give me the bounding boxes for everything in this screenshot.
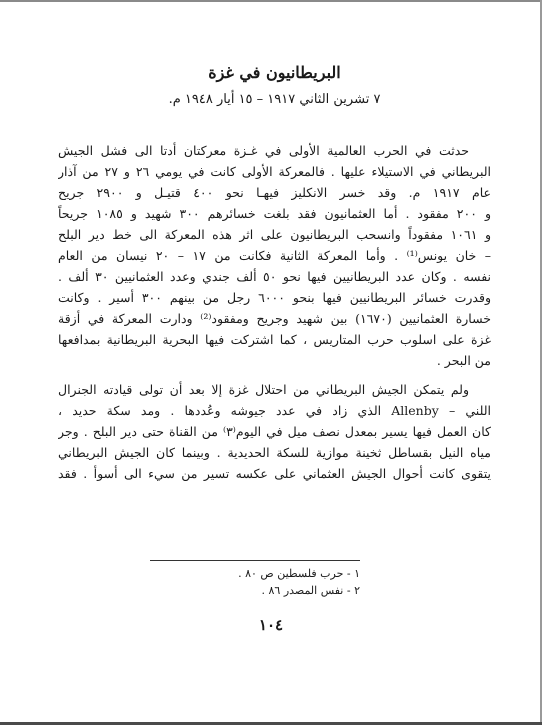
text-line: غزة على اسلوب حرب المتاريس ، كما اشتركت فيها البحرية البريطانية بمدافعها [58,332,491,347]
paragraph-first-battles [58,140,491,371]
text-line: عام ١٩١٧ م. وقد خسر الانكليز فيهـا نحو ٤٠٠ قتيـل و ٢٩٠٠ جريح [58,185,491,200]
text-line: البريطاني في الاستيلاء عليها . فالمعركة الأولى كانت في يومي ٢٦ و ٢٧ من آذار [58,164,491,179]
text-line: و ٢٠٠ مفقود . أما العثمانيون فقد بلغت خسائرهم ٣٠٠ شهيد و ١٠٨٥ جريحاً [58,206,491,221]
page-title: البريطانيون في غزة [208,63,341,82]
text-line: مياه النيل بقساطل ثخينة موازية للسكة الحديدية . وبينما كان الجيش البريطاني [58,445,491,460]
footnote: ٢ - نفس المصدر ٨٦ . [261,584,360,597]
text-line: خسارة العثمانيين (١٦٧٠) بين شهيد وجريح ومفقود⁽²⁾ ودارت المعركة في أزقة [58,311,491,326]
text-line: و ١٠٦١ مفقوداً وانسحب البريطانيون على اثر هذه المعركة الى خط دير البلح [58,227,491,242]
text-line: كان العمل فيها يسير بمعدل نصف ميل في اليوم⁽٣⁾ من القناة حتى دير البلح . وجر [58,424,491,439]
text-line: اللني – Allenby الذي زاد في عدد جيوشه وعُددها . ومد سكة حديد ، [58,403,491,418]
footnote: ١ - حرب فلسطين ص ٨٠ . [238,567,360,580]
page-subtitle-dates: ٧ تشرين الثاني ١٩١٧ – ١٥ أيار ١٩٤٨ م. [168,92,381,107]
document-page [58,62,491,484]
paragraph-allenby [58,379,491,484]
text-line: من البحر . [436,353,491,368]
page-number: ١٠٤ [258,616,284,634]
window-frame-top [0,0,542,2]
text-line: ولم يتمكن الجيش البريطاني من احتلال غزة إلا بعد أن تولى قيادته الجنرال [58,382,469,397]
text-line: وقدرت خسائر البريطانيين فيها بنحو ٦٠٠٠ رجل من بينهم ٣٠٠ أسير . وكانت [58,290,491,305]
text-line: – خان يونس⁽¹⁾ . وأما المعركة الثانية فكانت من ١٧ – ٢٠ نيسان من العام [58,248,491,263]
footnotes [150,560,360,599]
text-line: نفسه . وكان عدد البريطانيين فيها نحو ٥٠ ألف جندي وعدد العثمانيين ٣٠ ألف . [58,269,491,284]
text-line: حدثت في الحرب العالمية الأولى في غـزة معركتان أدتا الى فشل الجيش [58,143,469,158]
text-line: يتقوى كانت أحوال الجيش العثماني على عكسه تسير من سيء الى أسوأ . فقد [58,466,491,481]
